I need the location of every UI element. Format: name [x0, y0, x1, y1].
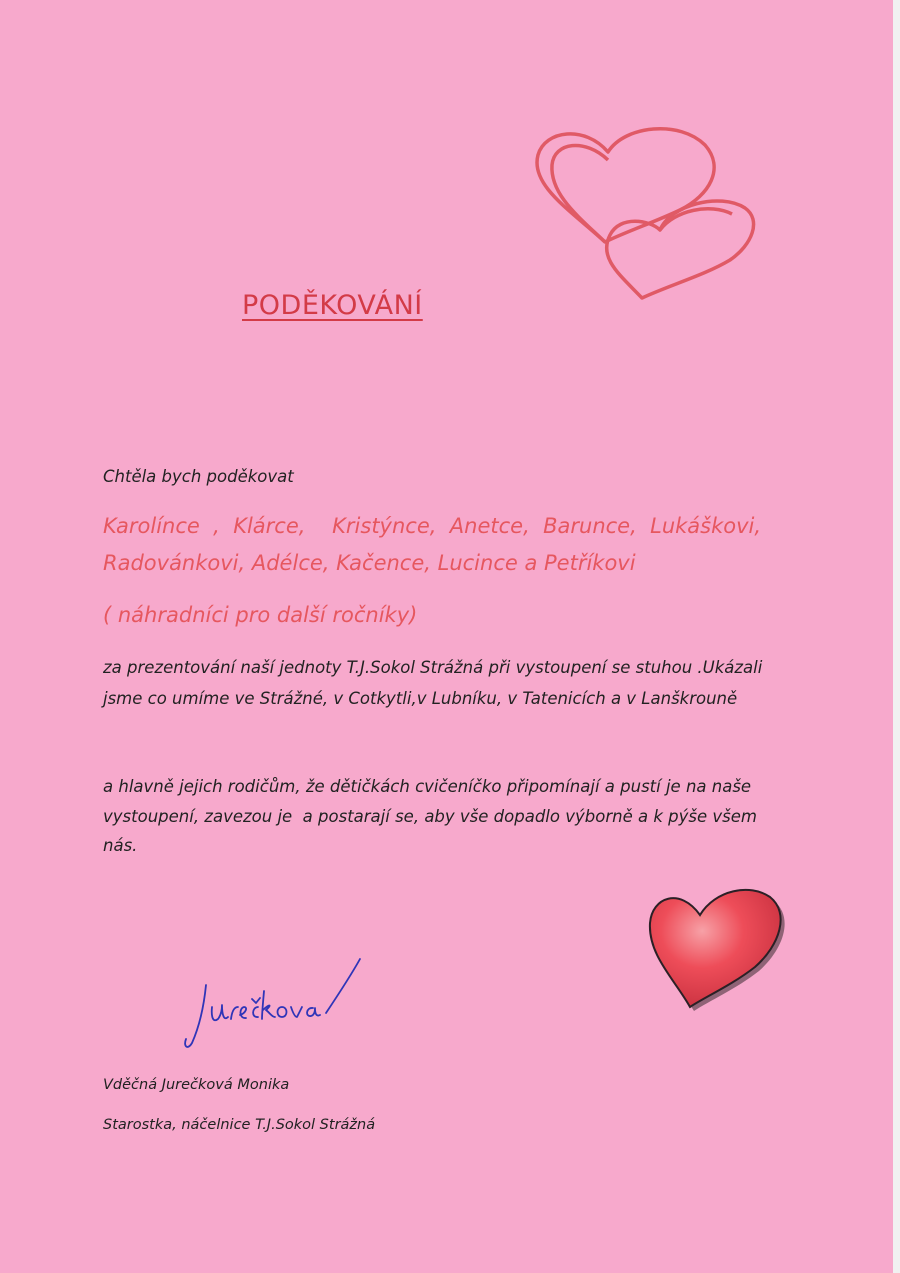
body-2-line-2: vystoupení, zavezou je a postarají se, aby vše dopadlo výborně a k pýše všem — [103, 807, 757, 826]
body-2-line-1: a hlavně jejich rodičům, že dětičkách cvičeníčko připomínají a pustí je na naše — [103, 777, 752, 796]
signer-role: Starostka, náčelnice T.J.Sokol Strážná — [103, 1117, 376, 1133]
substitutes-note: ( náhradníci pro další ročníky) — [103, 603, 418, 627]
red-heart-icon — [640, 875, 790, 1015]
body-1-line-2: jsme co umíme ve Strážné, v Cotkytli,v Lubníku, v Tatenicích a v Lanškrouně — [103, 689, 738, 708]
body-2-line-3: nás. — [103, 836, 138, 855]
signature — [178, 955, 368, 1055]
page-edge — [893, 0, 900, 1273]
page-title: PODĚKOVÁNÍ — [242, 290, 423, 321]
double-heart-outline-icon — [520, 110, 770, 310]
signer-name: Vděčná Jurečková Monika — [103, 1077, 290, 1093]
names-line-2: Radovánkovi, Adélce, Kačence, Lucince a Petříkovi — [103, 551, 636, 575]
names-line-1: Karolínce , Klárce, Kristýnce, Anetce, Barunce, Lukáškovi, — [103, 514, 762, 538]
body-1-line-1: za prezentování naší jednoty T.J.Sokol Strážná při vystoupení se stuhou .Ukázali — [103, 658, 763, 677]
greeting: Chtěla bych poděkovat — [103, 467, 294, 486]
